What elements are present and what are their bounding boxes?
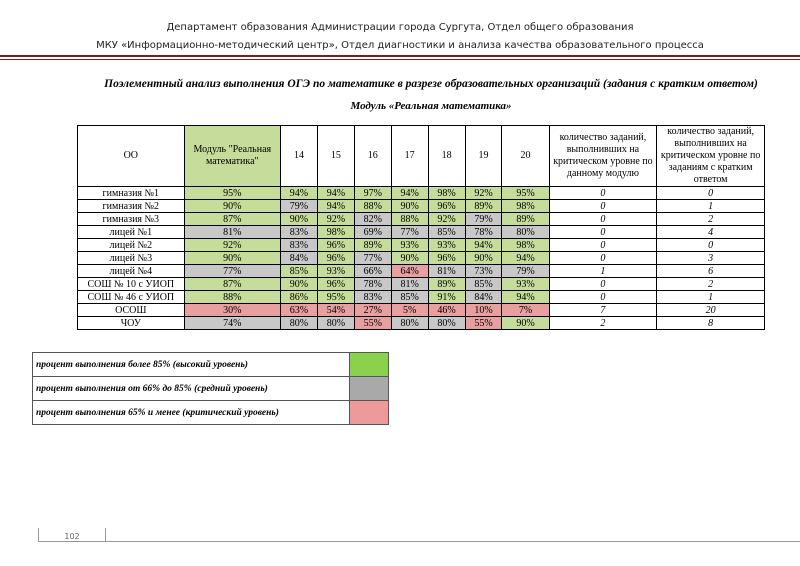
cell-16: 27%: [354, 304, 391, 317]
col-header-19: 19: [465, 126, 502, 187]
cell-oo: гимназия №3: [78, 213, 185, 226]
cell-crit-module: 7: [549, 304, 657, 317]
cell-18: 98%: [428, 187, 465, 200]
cell-crit-module: 0: [549, 239, 657, 252]
col-header-18: 18: [428, 126, 465, 187]
cell-19: 92%: [465, 187, 502, 200]
cell-module: 74%: [184, 317, 280, 330]
cell-module: 88%: [184, 291, 280, 304]
legend-table: [32, 352, 389, 425]
table-row: [78, 239, 765, 252]
cell-19: 90%: [465, 252, 502, 265]
cell-15: 96%: [317, 252, 354, 265]
cell-17: 90%: [391, 200, 428, 213]
cell-module: 87%: [184, 278, 280, 291]
cell-20: 94%: [502, 252, 549, 265]
cell-oo: гимназия №2: [78, 200, 185, 213]
cell-14: 63%: [281, 304, 318, 317]
cell-oo: лицей №2: [78, 239, 185, 252]
cell-crit-module: 0: [549, 226, 657, 239]
cell-crit-module: 0: [549, 213, 657, 226]
cell-crit-module: 0: [549, 187, 657, 200]
cell-crit-module: 0: [549, 252, 657, 265]
cell-14: 80%: [281, 317, 318, 330]
cell-module: 81%: [184, 226, 280, 239]
cell-15: 93%: [317, 265, 354, 278]
cell-17: 5%: [391, 304, 428, 317]
col-header-module: Модуль "Реальная математика": [184, 126, 280, 187]
cell-crit-short: 1: [657, 200, 765, 213]
cell-crit-short: 2: [657, 278, 765, 291]
cell-15: 80%: [317, 317, 354, 330]
cell-16: 69%: [354, 226, 391, 239]
cell-17: 77%: [391, 226, 428, 239]
cell-module: 30%: [184, 304, 280, 317]
col-header-20: 20: [502, 126, 549, 187]
cell-oo: ЧОУ: [78, 317, 185, 330]
page-number: 102: [64, 532, 80, 541]
cell-16: 89%: [354, 239, 391, 252]
cell-15: 95%: [317, 291, 354, 304]
cell-oo: лицей №1: [78, 226, 185, 239]
cell-15: 96%: [317, 239, 354, 252]
cell-20: 90%: [502, 317, 549, 330]
cell-15: 98%: [317, 226, 354, 239]
cell-20: 93%: [502, 278, 549, 291]
cell-20: 89%: [502, 213, 549, 226]
table-row: [78, 291, 765, 304]
cell-crit-short: 0: [657, 239, 765, 252]
cell-19: 85%: [465, 278, 502, 291]
cell-15: 94%: [317, 187, 354, 200]
cell-19: 89%: [465, 200, 502, 213]
cell-oo: гимназия №1: [78, 187, 185, 200]
cell-18: 92%: [428, 213, 465, 226]
cell-18: 46%: [428, 304, 465, 317]
table-header-row: [78, 126, 765, 187]
cell-18: 81%: [428, 265, 465, 278]
cell-17: 80%: [391, 317, 428, 330]
cell-20: 94%: [502, 291, 549, 304]
col-header-15: 15: [317, 126, 354, 187]
cell-16: 66%: [354, 265, 391, 278]
cell-oo: лицей №3: [78, 252, 185, 265]
cell-20: 7%: [502, 304, 549, 317]
cell-14: 86%: [281, 291, 318, 304]
cell-crit-module: 2: [549, 317, 657, 330]
cell-module: 90%: [184, 252, 280, 265]
cell-crit-module: 1: [549, 265, 657, 278]
cell-16: 88%: [354, 200, 391, 213]
cell-module: 90%: [184, 200, 280, 213]
cell-15: 92%: [317, 213, 354, 226]
cell-14: 90%: [281, 278, 318, 291]
cell-module: 87%: [184, 213, 280, 226]
cell-module: 77%: [184, 265, 280, 278]
cell-14: 94%: [281, 187, 318, 200]
legend-label-mid: процент выполнения от 66% до 85% (средний уровень): [33, 377, 350, 401]
table-row: [78, 304, 765, 317]
cell-20: 80%: [502, 226, 549, 239]
cell-17: 90%: [391, 252, 428, 265]
cell-19: 73%: [465, 265, 502, 278]
cell-crit-module: 0: [549, 278, 657, 291]
cell-module: 95%: [184, 187, 280, 200]
cell-20: 98%: [502, 239, 549, 252]
cell-14: 90%: [281, 213, 318, 226]
col-header-crit-module: количество заданий, выполнивших на критическом уровне по данному модулю: [549, 126, 657, 187]
table-row: [78, 317, 765, 330]
cell-19: 78%: [465, 226, 502, 239]
cell-14: 79%: [281, 200, 318, 213]
cell-17: 94%: [391, 187, 428, 200]
cell-20: 98%: [502, 200, 549, 213]
col-header-oo: ОО: [78, 126, 185, 187]
cell-module: 92%: [184, 239, 280, 252]
cell-15: 96%: [317, 278, 354, 291]
cell-16: 83%: [354, 291, 391, 304]
cell-15: 94%: [317, 200, 354, 213]
cell-oo: лицей №4: [78, 265, 185, 278]
cell-18: 85%: [428, 226, 465, 239]
cell-crit-short: 4: [657, 226, 765, 239]
cell-19: 10%: [465, 304, 502, 317]
cell-18: 89%: [428, 278, 465, 291]
cell-crit-short: 1: [657, 291, 765, 304]
table-row: [78, 213, 765, 226]
table-row: [78, 226, 765, 239]
cell-20: 79%: [502, 265, 549, 278]
cell-18: 96%: [428, 200, 465, 213]
legend-row-high: [33, 353, 389, 377]
legend-label-low: процент выполнения 65% и менее (критический уровень): [33, 401, 350, 425]
header-line-1: Департамент образования Администрации города Сургута, Отдел общего образования: [166, 22, 634, 33]
cell-17: 64%: [391, 265, 428, 278]
cell-17: 88%: [391, 213, 428, 226]
cell-14: 83%: [281, 226, 318, 239]
cell-oo: ОСОШ: [78, 304, 185, 317]
cell-17: 85%: [391, 291, 428, 304]
cell-crit-module: 0: [549, 291, 657, 304]
cell-crit-short: 20: [657, 304, 765, 317]
cell-16: 77%: [354, 252, 391, 265]
cell-crit-short: 3: [657, 252, 765, 265]
col-header-16: 16: [354, 126, 391, 187]
legend-row-low: [33, 401, 389, 425]
cell-crit-module: 0: [549, 200, 657, 213]
cell-19: 55%: [465, 317, 502, 330]
cell-16: 78%: [354, 278, 391, 291]
header-rule-thin: [0, 59, 800, 60]
header-line-2: МКУ «Информационно-методический центр», Отдел диагностики и анализа качества образовательного процесса: [96, 40, 704, 51]
table-row: [78, 200, 765, 213]
legend-swatch-low: [350, 401, 389, 425]
legend-swatch-mid: [350, 377, 389, 401]
table-row: [78, 278, 765, 291]
cell-17: 93%: [391, 239, 428, 252]
cell-crit-short: 2: [657, 213, 765, 226]
header-rule: [0, 55, 800, 57]
cell-19: 84%: [465, 291, 502, 304]
cell-19: 79%: [465, 213, 502, 226]
cell-18: 80%: [428, 317, 465, 330]
cell-crit-short: 6: [657, 265, 765, 278]
table-row: [78, 187, 765, 200]
cell-oo: СОШ № 10 с УИОП: [78, 278, 185, 291]
cell-crit-short: 8: [657, 317, 765, 330]
cell-15: 54%: [317, 304, 354, 317]
cell-crit-short: 0: [657, 187, 765, 200]
cell-16: 82%: [354, 213, 391, 226]
col-header-14: 14: [281, 126, 318, 187]
cell-14: 85%: [281, 265, 318, 278]
results-table: [77, 125, 765, 330]
table-row: [78, 265, 765, 278]
document-subtitle: Модуль «Реальная математика»: [350, 100, 512, 112]
document-title: Поэлементный анализ выполнения ОГЭ по математике в разрезе образовательных организаций (задания с кратким ответом): [104, 78, 758, 90]
footer-rule: [38, 541, 800, 542]
legend-label-high: процент выполнения более 85% (высокий уровень): [33, 353, 350, 377]
col-header-17: 17: [391, 126, 428, 187]
cell-16: 97%: [354, 187, 391, 200]
col-header-crit-short: количество заданий, выполнивших на критическом уровне по заданиям с кратким ответом: [657, 126, 765, 187]
cell-19: 94%: [465, 239, 502, 252]
cell-18: 93%: [428, 239, 465, 252]
cell-14: 83%: [281, 239, 318, 252]
legend-row-mid: [33, 377, 389, 401]
table-row: [78, 252, 765, 265]
cell-17: 81%: [391, 278, 428, 291]
legend-swatch-high: [350, 353, 389, 377]
cell-14: 84%: [281, 252, 318, 265]
cell-18: 91%: [428, 291, 465, 304]
cell-20: 95%: [502, 187, 549, 200]
cell-16: 55%: [354, 317, 391, 330]
cell-oo: СОШ № 46 с УИОП: [78, 291, 185, 304]
cell-18: 96%: [428, 252, 465, 265]
